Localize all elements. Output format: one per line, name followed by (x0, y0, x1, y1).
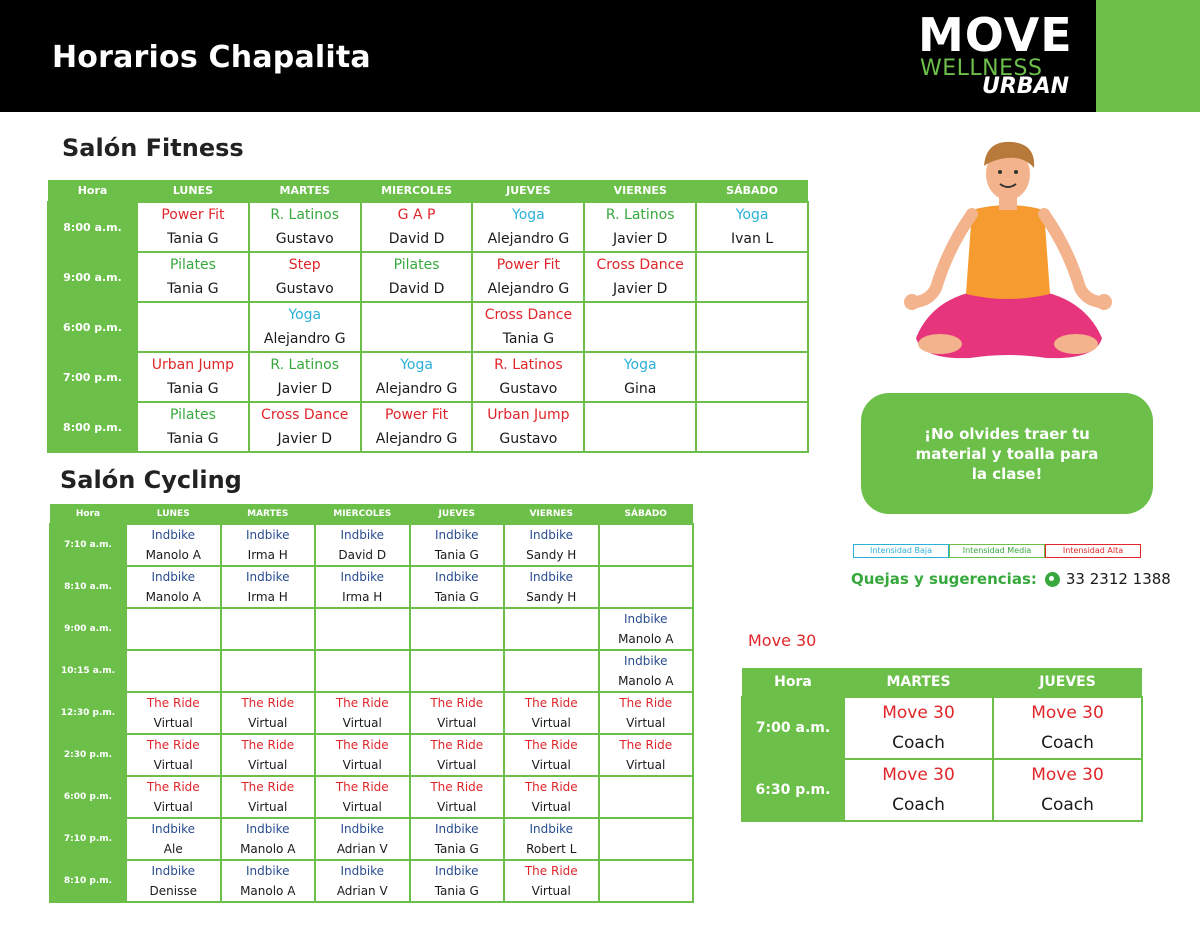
schedule-cell (137, 252, 249, 302)
schedule-cell (315, 608, 410, 650)
time-slot: 7:00 a.m. (742, 697, 844, 759)
time-slot: 10:15 a.m. (50, 650, 126, 692)
table-row (742, 697, 1142, 759)
class-name: The Ride (524, 696, 578, 710)
schedule-cell (249, 202, 361, 252)
class-name: Indbike (245, 528, 290, 542)
instructor-name: David D (388, 231, 445, 247)
schedule-cell (599, 734, 694, 776)
schedule-cell (126, 650, 221, 692)
logo-move-text: MOVE (918, 8, 1073, 62)
schedule-cell (361, 202, 473, 252)
column-header-2: MARTES (221, 504, 316, 524)
class-name: Move 30 (1031, 703, 1104, 723)
schedule-cell (126, 566, 221, 608)
instructor-name: Tania G (502, 331, 555, 347)
schedule-cell (844, 759, 993, 821)
schedule-cell (315, 776, 410, 818)
schedule-cell (221, 692, 316, 734)
cycling-schedule-table (49, 504, 694, 903)
table-row (50, 608, 693, 650)
schedule-cell (221, 776, 316, 818)
class-name: Power Fit (384, 407, 449, 423)
table-row (50, 650, 693, 692)
schedule-cell (472, 202, 584, 252)
class-name: Indbike (245, 864, 290, 878)
schedule-cell (504, 650, 599, 692)
class-name: Indbike (434, 570, 479, 584)
instructor-name: Denisse (149, 884, 197, 898)
class-name: Move 30 (1031, 765, 1104, 785)
class-name: The Ride (241, 738, 295, 752)
schedule-cell (126, 818, 221, 860)
column-header-6: SÁBADO (599, 504, 694, 524)
schedule-cell (221, 860, 316, 902)
schedule-cell (315, 566, 410, 608)
class-name: Indbike (529, 822, 574, 836)
schedule-cell (599, 860, 694, 902)
instructor-name: Irma H (247, 548, 288, 562)
class-name: Cross Dance (484, 307, 573, 323)
schedule-cell (504, 860, 599, 902)
class-name: Urban Jump (151, 357, 235, 373)
schedule-cell (410, 860, 505, 902)
page-title: Horarios Chapalita (52, 40, 371, 75)
schedule-cell (993, 697, 1142, 759)
table-row (50, 818, 693, 860)
schedule-cell (361, 252, 473, 302)
schedule-cell (126, 692, 221, 734)
instructor-name: Virtual (531, 758, 571, 772)
instructor-name: Virtual (626, 716, 666, 730)
class-name: Pilates (169, 257, 216, 273)
schedule-cell (504, 818, 599, 860)
schedule-cell (599, 566, 694, 608)
schedule-cell (584, 252, 696, 302)
instructor-name: Coach (1041, 733, 1094, 753)
instructor-name: Sandy H (526, 548, 577, 562)
schedule-cell (221, 734, 316, 776)
instructor-name: Virtual (153, 800, 193, 814)
intensity-legend (853, 544, 1141, 558)
instructor-name: Irma H (342, 590, 383, 604)
schedule-cell (221, 650, 316, 692)
schedule-cell (472, 302, 584, 352)
schedule-cell (315, 524, 410, 566)
class-name: Cross Dance (261, 407, 349, 423)
move30-title: Move 30 (748, 631, 817, 650)
class-name: The Ride (241, 780, 295, 794)
instructor-name: Tania G (167, 281, 219, 297)
complaints-phone[interactable]: 33 2312 1388 (1065, 570, 1171, 588)
table-row (742, 759, 1142, 821)
class-name: Indbike (623, 654, 668, 668)
schedule-cell (221, 566, 316, 608)
class-name: G A P (397, 207, 436, 223)
schedule-cell (504, 776, 599, 818)
table-row (48, 352, 808, 402)
class-name: Indbike (434, 822, 479, 836)
schedule-cell (696, 252, 808, 302)
instructor-name: Tania G (167, 231, 219, 247)
instructor-name: Virtual (437, 758, 477, 772)
schedule-cell (410, 776, 505, 818)
time-slot: 7:10 p.m. (50, 818, 126, 860)
schedule-cell (126, 734, 221, 776)
instructor-name: Alejandro G (375, 381, 458, 397)
legend-low: Intensidad Baja (853, 544, 949, 558)
instructor-name: Gustavo (275, 231, 334, 247)
class-name: The Ride (146, 780, 200, 794)
schedule-cell (584, 302, 696, 352)
schedule-cell (221, 608, 316, 650)
column-header-1: LUNES (126, 504, 221, 524)
schedule-cell (410, 608, 505, 650)
schedule-cell (584, 352, 696, 402)
fitness-schedule-table (47, 180, 809, 453)
schedule-cell (844, 697, 993, 759)
time-slot: 7:00 p.m. (48, 352, 137, 402)
instructor-name: Tania G (434, 590, 479, 604)
instructor-name: Manolo A (240, 884, 296, 898)
brand-logo (912, 8, 1072, 104)
schedule-cell (249, 402, 361, 452)
class-name: The Ride (524, 780, 578, 794)
schedule-cell (361, 402, 473, 452)
instructor-name: Virtual (342, 716, 382, 730)
column-header-0: Hora (48, 180, 137, 202)
class-name: Indbike (434, 864, 479, 878)
class-name: Indbike (340, 570, 385, 584)
cycling-section-title: Salón Cycling (60, 466, 242, 494)
instructor-name: Javier D (612, 231, 668, 247)
instructor-name: Virtual (626, 758, 666, 772)
column-header-2: JUEVES (993, 668, 1142, 697)
complaints-line (851, 568, 1171, 590)
instructor-name: Alejandro G (487, 281, 570, 297)
schedule-cell (504, 524, 599, 566)
instructor-name: Sandy H (526, 590, 577, 604)
column-header-2: MARTES (249, 180, 361, 202)
class-name: Indbike (151, 864, 196, 878)
class-name: R. Latinos (270, 357, 340, 373)
instructor-name: Virtual (248, 716, 288, 730)
class-name: The Ride (524, 738, 578, 752)
schedule-cell (126, 860, 221, 902)
schedule-cell (126, 776, 221, 818)
instructor-name: Virtual (531, 800, 571, 814)
schedule-cell (315, 734, 410, 776)
class-name: The Ride (619, 696, 673, 710)
column-header-6: SÁBADO (696, 180, 808, 202)
table-row (50, 734, 693, 776)
instructor-name: Ale (163, 842, 183, 856)
schedule-cell (137, 402, 249, 452)
table-row (48, 202, 808, 252)
class-name: Indbike (340, 528, 385, 542)
instructor-name: Virtual (342, 800, 382, 814)
schedule-cell (599, 818, 694, 860)
column-header-3: MIERCOLES (315, 504, 410, 524)
legend-high: Intensidad Alta (1045, 544, 1141, 558)
instructor-name: Coach (892, 733, 945, 753)
logo-wellness-text: WELLNESS (920, 56, 1043, 81)
instructor-name: David D (388, 281, 445, 297)
class-name: The Ride (619, 738, 673, 752)
class-name: Pilates (169, 407, 216, 423)
instructor-name: Manolo A (240, 842, 296, 856)
time-slot: 8:00 a.m. (48, 202, 137, 252)
schedule-cell (472, 352, 584, 402)
yoga-person-illustration (896, 138, 1120, 370)
time-slot: 6:00 p.m. (50, 776, 126, 818)
instructor-name: Virtual (248, 800, 288, 814)
column-header-4: JUEVES (472, 180, 584, 202)
schedule-cell (584, 402, 696, 452)
column-header-0: Hora (742, 668, 844, 697)
instructor-name: Adrian V (336, 842, 388, 856)
schedule-cell (137, 352, 249, 402)
instructor-name: Manolo A (618, 674, 674, 688)
instructor-name: Gustavo (275, 281, 334, 297)
schedule-cell (315, 818, 410, 860)
instructor-name: David D (338, 548, 387, 562)
instructor-name: Tania G (167, 381, 219, 397)
column-header-1: MARTES (844, 668, 993, 697)
schedule-cell (504, 566, 599, 608)
schedule-cell (410, 650, 505, 692)
class-name: Move 30 (882, 703, 955, 723)
instructor-name: Virtual (153, 758, 193, 772)
class-name: Indbike (340, 864, 385, 878)
instructor-name: Gustavo (499, 431, 558, 447)
instructor-name: Robert L (526, 842, 577, 856)
table-row (48, 252, 808, 302)
class-name: Yoga (512, 207, 545, 223)
schedule-cell (599, 524, 694, 566)
schedule-cell (137, 202, 249, 252)
schedule-cell (126, 524, 221, 566)
instructor-name: Javier D (277, 431, 332, 447)
schedule-cell (599, 650, 694, 692)
column-header-5: VIERNES (584, 180, 696, 202)
schedule-cell (599, 776, 694, 818)
legend-medium: Intensidad Media (949, 544, 1045, 558)
class-name: The Ride (335, 696, 389, 710)
table-row (50, 524, 693, 566)
class-name: The Ride (524, 864, 578, 878)
instructor-name: Coach (1041, 795, 1094, 815)
schedule-cell (249, 252, 361, 302)
class-name: The Ride (430, 696, 484, 710)
column-header-5: VIERNES (504, 504, 599, 524)
time-slot: 8:00 p.m. (48, 402, 137, 452)
schedule-cell (410, 734, 505, 776)
class-name: The Ride (146, 738, 200, 752)
class-name: R. Latinos (605, 207, 675, 223)
schedule-cell (249, 352, 361, 402)
instructor-name: Alejandro G (487, 231, 570, 247)
class-name: Indbike (151, 570, 196, 584)
time-slot: 8:10 a.m. (50, 566, 126, 608)
class-name: The Ride (430, 738, 484, 752)
instructor-name: Virtual (437, 716, 477, 730)
class-name: Power Fit (161, 207, 225, 223)
class-name: Step (288, 257, 321, 273)
class-name: Power Fit (496, 257, 560, 273)
schedule-cell (221, 524, 316, 566)
class-name: Yoga (400, 357, 433, 373)
class-name: Move 30 (882, 765, 955, 785)
column-header-4: JUEVES (410, 504, 505, 524)
instructor-name: Virtual (531, 716, 571, 730)
schedule-cell (361, 352, 473, 402)
column-header-1: LUNES (137, 180, 249, 202)
instructor-name: Manolo A (145, 548, 201, 562)
schedule-cell (696, 302, 808, 352)
class-name: The Ride (430, 780, 484, 794)
time-slot: 12:30 p.m. (50, 692, 126, 734)
instructor-name: Manolo A (618, 632, 674, 646)
class-name: Indbike (340, 822, 385, 836)
class-name: Indbike (245, 822, 290, 836)
instructor-name: Irma H (247, 590, 288, 604)
class-name: Cross Dance (596, 257, 684, 273)
instructor-name: Ivan L (731, 231, 774, 247)
class-name: Yoga (623, 357, 657, 373)
instructor-name: Virtual (531, 884, 571, 898)
time-slot: 9:00 a.m. (50, 608, 126, 650)
whatsapp-icon (1045, 572, 1060, 587)
schedule-cell (315, 692, 410, 734)
instructor-name: Virtual (248, 758, 288, 772)
time-slot: 7:10 a.m. (50, 524, 126, 566)
time-slot: 6:30 p.m. (742, 759, 844, 821)
class-name: R. Latinos (494, 357, 563, 373)
column-header-0: Hora (50, 504, 126, 524)
reminder-text: ¡No olvides traer tu material y toalla para la clase! (915, 424, 1099, 483)
time-slot: 2:30 p.m. (50, 734, 126, 776)
class-name: Urban Jump (487, 407, 570, 423)
instructor-name: Alejandro G (375, 431, 458, 447)
schedule-cell (504, 692, 599, 734)
time-slot: 6:00 p.m. (48, 302, 137, 352)
instructor-name: Tania G (167, 431, 219, 447)
table-row (48, 302, 808, 352)
schedule-cell (410, 524, 505, 566)
instructor-name: Coach (892, 795, 945, 815)
schedule-cell (584, 202, 696, 252)
class-name: Indbike (529, 570, 574, 584)
class-name: Pilates (393, 257, 440, 273)
logo-urban-text: URBAN (982, 74, 1070, 99)
class-name: The Ride (241, 696, 295, 710)
schedule-cell (315, 650, 410, 692)
schedule-cell (993, 759, 1142, 821)
class-name: The Ride (146, 696, 200, 710)
table-row (50, 776, 693, 818)
schedule-cell (410, 818, 505, 860)
instructor-name: Adrian V (336, 884, 388, 898)
instructor-name: Manolo A (145, 590, 201, 604)
instructor-name: Javier D (277, 381, 332, 397)
complaints-label: Quejas y sugerencias: (851, 570, 1037, 588)
table-row (48, 402, 808, 452)
instructor-name: Gustavo (499, 381, 558, 397)
class-name: Yoga (288, 307, 322, 323)
class-name: The Ride (335, 738, 389, 752)
schedule-cell (410, 692, 505, 734)
class-name: The Ride (335, 780, 389, 794)
schedule-cell (696, 352, 808, 402)
instructor-name: Virtual (153, 716, 193, 730)
schedule-cell (361, 302, 473, 352)
instructor-name: Virtual (437, 800, 477, 814)
instructor-name: Tania G (434, 842, 479, 856)
header-accent-block (1096, 0, 1200, 112)
column-header-3: MIERCOLES (361, 180, 473, 202)
instructor-name: Gina (624, 381, 657, 397)
class-name: R. Latinos (270, 207, 340, 223)
reminder-bubble (861, 393, 1153, 514)
instructor-name: Tania G (434, 884, 479, 898)
schedule-cell (696, 202, 808, 252)
table-row (50, 566, 693, 608)
class-name: Indbike (245, 570, 290, 584)
schedule-cell (472, 402, 584, 452)
table-row (50, 692, 693, 734)
class-name: Indbike (151, 822, 196, 836)
schedule-cell (504, 734, 599, 776)
schedule-cell (410, 566, 505, 608)
class-name: Indbike (434, 528, 479, 542)
class-name: Indbike (151, 528, 196, 542)
schedule-cell (126, 608, 221, 650)
schedule-cell (315, 860, 410, 902)
class-name: Yoga (735, 207, 769, 223)
schedule-cell (504, 608, 599, 650)
schedule-cell (472, 252, 584, 302)
time-slot: 8:10 p.m. (50, 860, 126, 902)
time-slot: 9:00 a.m. (48, 252, 137, 302)
header-bar (0, 0, 1200, 112)
instructor-name: Alejandro G (263, 331, 346, 347)
schedule-cell (599, 608, 694, 650)
schedule-cell (249, 302, 361, 352)
class-name: Indbike (529, 528, 574, 542)
schedule-cell (696, 402, 808, 452)
table-row (50, 860, 693, 902)
schedule-cell (221, 818, 316, 860)
schedule-cell (599, 692, 694, 734)
move30-schedule-table (741, 668, 1143, 822)
instructor-name: Virtual (342, 758, 382, 772)
fitness-section-title: Salón Fitness (62, 134, 244, 162)
instructor-name: Javier D (612, 281, 668, 297)
schedule-cell (137, 302, 249, 352)
class-name: Indbike (623, 612, 668, 626)
instructor-name: Tania G (434, 548, 479, 562)
